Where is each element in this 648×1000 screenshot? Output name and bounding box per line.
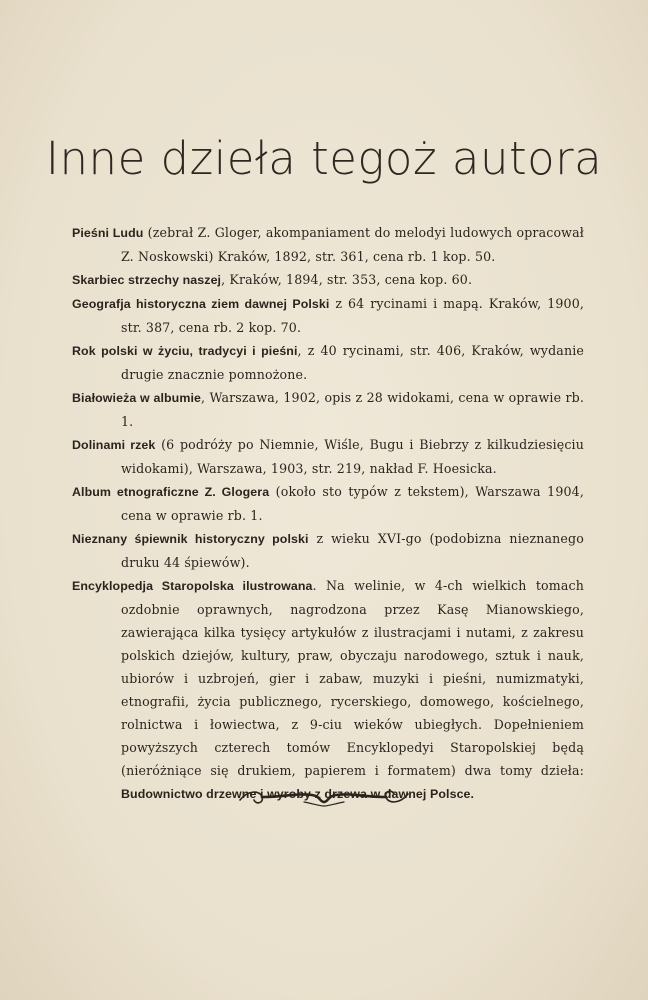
work-description: (około sto typów z tekstem), Warszawa 1904, cena w oprawie rb. 1.	[121, 484, 584, 523]
work-entry	[72, 339, 584, 386]
work-title: Białowieża w albumie	[72, 391, 201, 405]
work-entry	[72, 268, 584, 292]
work-description: z 64 rycinami i mapą. Kraków, 1900, str. 387, cena rb. 2 kop. 70.	[121, 296, 585, 335]
work-description: (6 podróży po Niemnie, Wiśle, Bugu i Biebrzy z kilkudziesięciu widokami), Warszawa, 1903, str. 219, nakład F. Hoesicka.	[121, 437, 584, 476]
work-entry	[72, 221, 584, 268]
work-entry	[72, 574, 584, 806]
works-list	[72, 221, 584, 806]
work-description: , Warszawa, 1902, opis z 28 widokami, cena w oprawie rb. 1.	[121, 390, 585, 429]
work-title: Skarbiec strzechy naszej	[72, 273, 222, 287]
work-title: Pieśni Ludu	[72, 226, 144, 240]
work-description: z wieku XVI-go (podobizna nieznanego druku 44 śpiewów).	[121, 531, 584, 570]
work-title-tail: Budownictwo drzewne i wyroby z drzewa w dawnej Polsce.	[121, 787, 475, 801]
work-description: . Na welinie, w 4-ch wielkich tomach ozdobnie oprawnych, nagrodzona przez Kasę Mianowskiego, zawierająca kilka tysięcy artykułów z ilustracjami i nutami, z zakresu polskich dziejów, kultury, praw, obyczaju narodowego, sztuk i nauk, ubiorów i uzbrojeń, gier i zabaw, muzyki i pieśni, numizmatyki, etnografii, życia publicznego, rycerskiego, domowego, kościelnego, rolnictwa i łowiectwa, z 9-ciu wieków ubiegłych. Dopełnieniem powyższych czterech tomów Encyklopedyi Staropolskiej będą (nieróżniące się drukiem, papierem i formatem) dwa tomy dzieła:	[121, 578, 584, 778]
work-title: Rok polski w życiu, tradycyi i pieśni	[72, 344, 298, 358]
work-entry	[72, 292, 584, 339]
work-title: Encyklopedja Staropolska ilustrowana	[72, 579, 313, 593]
page-title: Inne dzieła tegoż autora	[45, 132, 603, 185]
work-description: (zebrał Z. Gloger, akompaniament do melodyi ludowych opracował Z. Noskowski) Kraków, 1892, str. 361, cena rb. 1 kop. 50.	[121, 225, 584, 264]
work-title: Dolinami rzek	[72, 438, 156, 452]
work-entry	[72, 386, 584, 433]
work-entry	[72, 433, 584, 480]
work-title: Album etnograficzne Z. Glogera	[72, 485, 270, 499]
work-entry	[72, 480, 584, 527]
work-description: , z 40 rycinami, str. 406, Kraków, wydanie drugie znacznie pomnożone.	[121, 343, 584, 382]
work-title: Nieznany śpiewnik historyczny polski	[72, 532, 309, 546]
work-entry	[72, 527, 584, 574]
work-title: Geografja historyczna ziem dawnej Polski	[72, 297, 330, 311]
scroll-flourish-icon	[234, 784, 414, 810]
work-description: , Kraków, 1894, str. 353, cena kop. 60.	[221, 272, 473, 287]
